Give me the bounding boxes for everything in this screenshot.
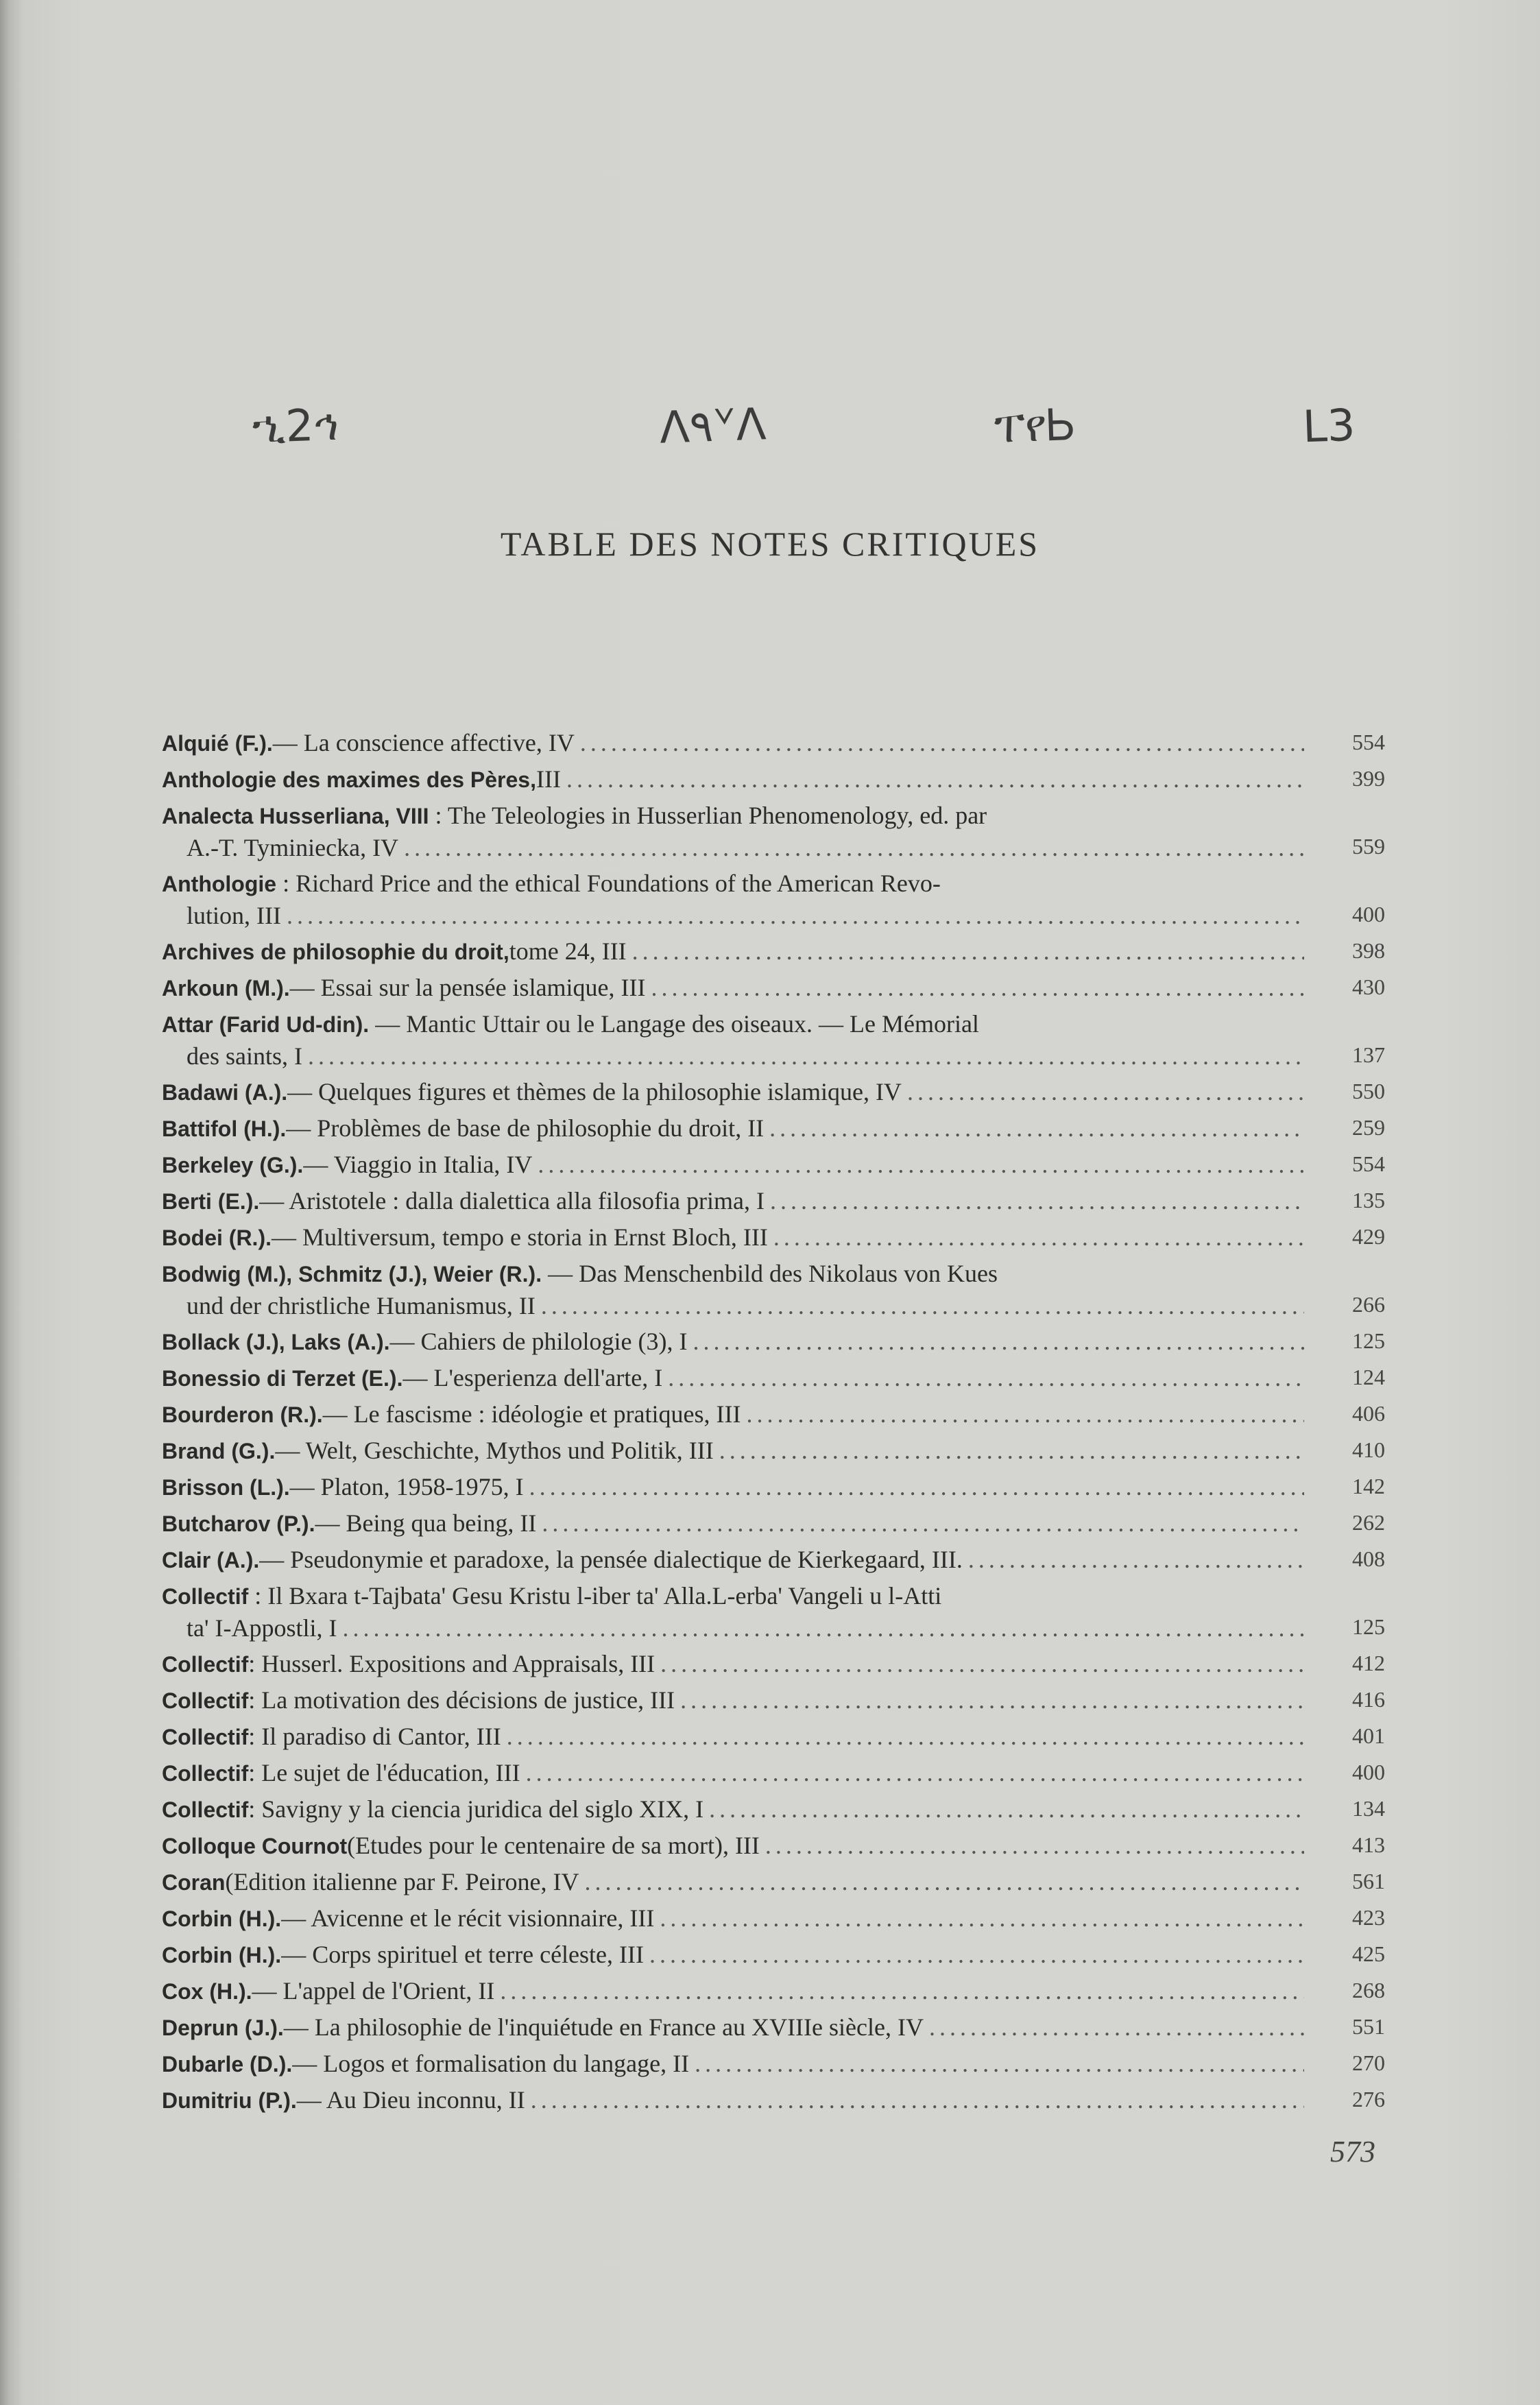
dot-leader [632,935,1304,967]
index-entry [162,763,1385,795]
entry-line [162,2048,1310,2080]
entry-page-number: 134 [1352,1796,1385,1821]
entry-author: Bourderon (R.). [162,1402,323,1427]
entry-title: — Au Dieu inconnu, II [296,2086,525,2114]
entry-author: Berti (E.). [162,1189,260,1214]
index-entry [162,1757,1385,1789]
index-entry [162,1471,1385,1503]
entry-author: Analecta Husserliana, VIII [162,804,429,828]
entry-title: — Pseudonymie et paradoxe, la pensée dialectique de Kierkegaard, III. [259,1546,963,1573]
entry-line [162,2011,1310,2044]
page-number: 573 [1330,2135,1375,2168]
entry-author: Collectif [162,1797,249,1822]
index-entry [162,2084,1385,2116]
entry-author: Attar (Farid Ud-din). [162,1012,370,1037]
entry-line [162,763,1310,795]
index-entry [162,1221,1385,1254]
entry-page-number: 398 [1352,938,1385,963]
index-entry [162,727,1385,759]
handwritten-mark: ᒪ3 [1301,400,1356,453]
entry-title: — Logos et formalisation du langage, II [292,2050,690,2077]
entry-title: — Multiversum, tempo e storia in Ernst Bloch, III [271,1223,768,1251]
entry-author: Colloque Cournot [162,1834,348,1858]
index-entry [162,800,1385,863]
entry-title: und der christliche Humanismus, II [187,1292,536,1319]
entry-line [162,1398,1310,1431]
entry-author: Brisson (L.). [162,1475,290,1500]
entry-title: — Cahiers de philologie (3), I [389,1328,688,1355]
dot-leader [773,1221,1304,1253]
entry-line [162,832,1310,863]
entry-author: Dumitriu (P.). [162,2088,297,2113]
dot-leader [719,1435,1304,1466]
entry-title: — Le fascisme : idéologie et pratiques, III [322,1400,741,1428]
entry-title: — Platon, 1958-1975, I [289,1473,524,1500]
handwritten-mark: ᐱ۹ᘁᐱ [658,399,767,454]
entry-author: Battifol (H.). [162,1116,287,1141]
entry-author: Corbin (H.). [162,1943,282,1967]
index-entry [162,2048,1385,2080]
handwritten-shelfmark [0,401,1540,477]
entry-line [162,1040,1310,1072]
entry-page-number: 266 [1352,1292,1385,1317]
dot-leader [566,763,1304,795]
entry-line [162,935,1310,968]
entry-line [162,1507,1310,1540]
entry-page-number: 416 [1352,1687,1385,1712]
index-entry [162,1793,1385,1826]
entry-author: Anthologie des maximes des Pères, [162,767,536,792]
entry-line [162,1866,1310,1898]
dot-leader [541,1290,1304,1321]
dot-leader [342,1612,1304,1644]
entry-author: Deprun (J.). [162,2015,284,2040]
index-entry [162,1435,1385,1467]
index-entry [162,868,1385,931]
entry-title: : La motivation des décisions de justice, III [248,1686,675,1714]
entry-page-number: 561 [1352,1869,1385,1893]
entry-title: — Problèmes de base de philosophie du droit, II [286,1114,765,1142]
dot-leader [680,1684,1304,1716]
dot-leader [765,1830,1304,1861]
dot-leader [769,1112,1304,1144]
entry-author: Berkeley (G.). [162,1153,304,1177]
dot-leader [668,1362,1304,1393]
entry-author: Collectif [162,1652,249,1677]
entry-title: : Richard Price and the ethical Foundations of the American Revo- [282,870,941,897]
entry-title: : Il Bxara t-Tajbata' Gesu Kristu l-iber ta' Alla.L-erba' Vangeli u l-Atti [254,1582,942,1610]
entry-line [162,1362,1310,1394]
entry-line [162,1185,1310,1217]
entry-title: — Being qua being, II [315,1509,537,1537]
entry-title: : The Teleologies in Husserlian Phenomenology, ed. par [435,802,987,829]
entry-page-number: 270 [1352,2050,1385,2075]
entry-line [162,1580,1310,1612]
entry-author: Bollack (J.), Laks (A.). [162,1330,390,1354]
entry-line [162,1721,1310,1753]
entry-page-number: 259 [1352,1115,1385,1140]
entry-title: — Mantic Uttair ou le Langage des oiseaux. — Le Mémorial [375,1010,979,1038]
entry-line [162,1612,1310,1644]
entry-title: : Husserl. Expositions and Appraisals, III [248,1650,655,1677]
entry-line [162,972,1310,1004]
dot-leader [651,972,1305,1003]
index-entry [162,935,1385,968]
dot-leader [709,1793,1304,1825]
entry-author: Clair (A.). [162,1548,260,1572]
entry-line [162,1544,1310,1576]
entry-title: — Corps spirituel et terre céleste, III [281,1941,644,1968]
entry-page-number: 423 [1352,1905,1385,1930]
index-entry [162,1076,1385,1108]
dot-leader [907,1076,1304,1108]
index-entry [162,1902,1385,1935]
dot-leader [929,2011,1304,2043]
entry-author: Dubarle (D.). [162,2052,293,2077]
entry-page-number: 554 [1352,730,1385,754]
index-entry [162,1008,1385,1072]
page-title: TABLE DES NOTES CRITIQUES [500,525,1040,563]
entry-title: lution, III [187,902,281,929]
index-entry [162,1185,1385,1217]
dot-leader [660,1648,1304,1679]
dot-leader [542,1507,1304,1539]
entry-title: A.-T. Tyminiecka, IV [187,834,399,861]
entry-line [162,1939,1310,1971]
entry-page-number: 125 [1352,1328,1385,1353]
dot-leader [308,1040,1304,1072]
entry-title: — L'appel de l'Orient, II [252,1977,495,2005]
entry-author: Arkoun (M.). [162,976,290,1001]
entry-line [162,900,1310,931]
dot-leader [746,1398,1304,1430]
index-entry [162,1149,1385,1181]
dot-leader [968,1544,1304,1575]
entry-page-number: 399 [1352,766,1385,791]
dot-leader [404,832,1304,863]
index-entry [162,2011,1385,2044]
entry-line [162,1793,1310,1826]
dot-leader [770,1185,1304,1217]
entry-author: Collectif [162,1688,249,1713]
entry-title: — Essai sur la pensée islamique, III [289,974,646,1001]
entry-author: Collectif [162,1761,249,1786]
dot-leader [649,1939,1304,1970]
entry-line [162,1435,1310,1467]
index-entry [162,1362,1385,1394]
entry-author: Cox (H.). [162,1979,252,2004]
entry-page-number: 429 [1352,1224,1385,1249]
index-entry [162,1580,1385,1644]
entry-page-number: 124 [1352,1365,1385,1389]
index-entry [162,1544,1385,1576]
entry-title: — Quelques figures et thèmes de la philosophie islamique, IV [287,1078,902,1105]
entry-line [162,1008,1310,1040]
entry-title: (Edition italienne par F. Peirone, IV [225,1868,579,1895]
entry-page-number: 554 [1352,1151,1385,1176]
dot-leader [287,900,1304,931]
entry-line [162,1471,1310,1503]
entry-author: Coran [162,1870,226,1895]
entry-title: (Etudes pour le centenaire de sa mort), III [347,1832,760,1859]
index-entries-list [162,727,1385,2120]
entry-title: — Welt, Geschichte, Mythos und Politik, III [275,1437,714,1464]
entry-author: Alquié (F.). [162,731,273,756]
entry-title: III [536,765,561,793]
entry-line [162,800,1310,832]
entry-title: : Il paradiso di Cantor, III [248,1723,501,1750]
entry-author: Anthologie [162,872,277,896]
entry-line [162,1326,1310,1358]
index-entry [162,1258,1385,1321]
entry-page-number: 268 [1352,1978,1385,2002]
entry-author: Corbin (H.). [162,1906,282,1931]
entry-page-number: 125 [1352,1614,1385,1639]
entry-page-number: 400 [1352,1760,1385,1784]
entry-title: — La conscience affective, IV [272,729,575,756]
entry-line [162,1902,1310,1935]
dot-leader [531,2084,1304,2116]
entry-line [162,1648,1310,1680]
dot-leader [584,1866,1304,1898]
index-entry [162,1721,1385,1753]
entry-line [162,1149,1310,1181]
entry-line [162,1830,1310,1862]
entry-line [162,868,1310,900]
entry-author: Collectif [162,1584,249,1609]
entry-page-number: 412 [1352,1651,1385,1675]
entry-title: — Das Menschenbild des Nikolaus von Kues [548,1260,998,1287]
entry-title: ta' I-Appostli, I [187,1614,337,1642]
entry-title: : Savigny y la ciencia juridica del siglo XIX, I [248,1795,704,1823]
dot-leader [526,1757,1304,1788]
entry-author: Bonessio di Terzet (E.). [162,1366,403,1391]
entry-page-number: 400 [1352,902,1385,926]
index-entry [162,1112,1385,1145]
dot-leader [538,1149,1304,1180]
entry-line [162,1975,1310,2007]
entry-page-number: 408 [1352,1546,1385,1571]
entry-page-number: 559 [1352,834,1385,859]
dot-leader [693,1326,1304,1357]
entry-page-number: 142 [1352,1474,1385,1498]
index-entry [162,1830,1385,1862]
entry-page-number: 550 [1352,1079,1385,1103]
handwritten-mark: ፐየᏏ [993,399,1076,454]
index-entry [162,1684,1385,1716]
index-entry [162,972,1385,1004]
entry-page-number: 430 [1352,974,1385,999]
entry-line [162,1290,1310,1321]
entry-page-number: 135 [1352,1188,1385,1212]
entry-page-number: 406 [1352,1401,1385,1426]
index-entry [162,1975,1385,2007]
entry-page-number: 137 [1352,1042,1385,1067]
entry-line [162,1076,1310,1108]
entry-author: Bodei (R.). [162,1225,272,1250]
dot-leader [580,727,1304,758]
dot-leader [695,2048,1304,2079]
entry-page-number: 262 [1352,1510,1385,1535]
index-entry [162,1648,1385,1680]
entry-line [162,1757,1310,1789]
entry-page-number: 425 [1352,1941,1385,1966]
index-entry [162,1326,1385,1358]
entry-title: — L'esperienza dell'arte, I [402,1364,663,1391]
entry-page-number: 410 [1352,1437,1385,1462]
entry-page-number: 276 [1352,2087,1385,2111]
entry-line [162,2084,1310,2116]
entry-title: — La philosophie de l'inquiétude en France au XVIIIe siècle, IV [283,2013,924,2041]
entry-author: Brand (G.). [162,1439,276,1463]
entry-title: des saints, I [187,1042,302,1070]
entry-title: : Le sujet de l'éducation, III [248,1759,520,1786]
index-entry [162,1866,1385,1898]
entry-author: Butcharov (P.). [162,1511,315,1536]
entry-line [162,1258,1310,1290]
entry-line [162,1684,1310,1716]
dot-leader [507,1721,1304,1752]
entry-author: Badawi (A.). [162,1080,288,1105]
entry-page-number: 413 [1352,1832,1385,1857]
dot-leader [500,1975,1304,2007]
entry-page-number: 401 [1352,1723,1385,1748]
dot-leader [660,1902,1304,1934]
entry-title: tome 24, III [509,937,627,965]
entry-title: — Avicenne et le récit visionnaire, III [281,1904,655,1932]
entry-title: — Aristotele : dalla dialettica alla filosofia prima, I [259,1187,765,1215]
entry-line [162,727,1310,759]
entry-author: Archives de philosophie du droit, [162,940,509,964]
index-entry [162,1939,1385,1971]
dot-leader [529,1471,1304,1503]
index-entry [162,1507,1385,1540]
entry-author: Bodwig (M.), Schmitz (J.), Weier (R.). [162,1262,542,1287]
entry-title: — Viaggio in Italia, IV [303,1151,533,1178]
entry-author: Collectif [162,1725,249,1749]
index-entry [162,1398,1385,1431]
entry-line [162,1221,1310,1254]
entry-page-number: 551 [1352,2014,1385,2039]
entry-line [162,1112,1310,1145]
handwritten-mark: ኂ2ኅ [251,399,340,454]
